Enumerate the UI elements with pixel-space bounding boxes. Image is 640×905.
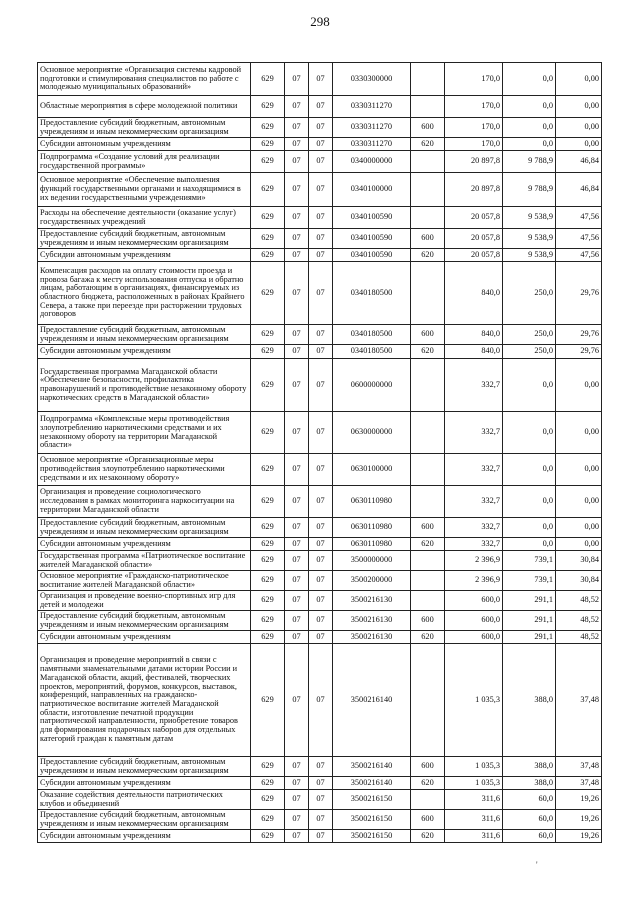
table-row xyxy=(38,790,602,810)
table-row xyxy=(38,359,602,412)
row-rz-cell: 07 xyxy=(285,571,309,591)
row-rz-cell: 07 xyxy=(285,830,309,843)
row-fact-cell: 250,0 xyxy=(503,262,556,325)
row-rz-cell: 07 xyxy=(285,207,309,229)
row-fact-cell: 60,0 xyxy=(503,790,556,810)
row-fact-cell: 250,0 xyxy=(503,345,556,359)
row-rz-cell: 07 xyxy=(285,229,309,249)
row-vr-cell: 620 xyxy=(411,345,445,359)
row-fact-cell: 291,1 xyxy=(503,591,556,611)
row-pct-cell: 29,76 xyxy=(556,325,602,345)
row-pr-cell: 07 xyxy=(309,325,333,345)
row-plan-cell: 1 035,3 xyxy=(445,644,503,757)
row-plan-cell: 20 057,8 xyxy=(445,207,503,229)
row-pr-cell: 07 xyxy=(309,538,333,551)
row-plan-cell: 840,0 xyxy=(445,325,503,345)
row-pr-cell: 07 xyxy=(309,412,333,454)
row-vr-cell: 620 xyxy=(411,777,445,790)
row-fact-cell: 388,0 xyxy=(503,777,556,790)
row-rz-cell: 07 xyxy=(285,63,309,96)
row-csr-cell: 3500216140 xyxy=(333,777,411,790)
row-pr-cell: 07 xyxy=(309,229,333,249)
row-rz-cell: 07 xyxy=(285,138,309,151)
row-pct-cell: 0,00 xyxy=(556,412,602,454)
row-plan-cell: 332,7 xyxy=(445,412,503,454)
row-pr-cell: 07 xyxy=(309,118,333,138)
row-fact-cell: 739,1 xyxy=(503,571,556,591)
table-row xyxy=(38,454,602,486)
row-rz-cell: 07 xyxy=(285,757,309,777)
row-pct-cell: 47,56 xyxy=(556,249,602,262)
row-rz-cell: 07 xyxy=(285,790,309,810)
row-rz-cell: 07 xyxy=(285,325,309,345)
row-fact-cell: 9 788,9 xyxy=(503,173,556,207)
row-gr-cell: 629 xyxy=(251,611,285,631)
row-name-cell: Подпрограмма «Создание условий для реализации государственной программы» xyxy=(38,151,251,173)
row-gr-cell: 629 xyxy=(251,345,285,359)
row-name-cell: Расходы на обеспечение деятельности (оказание услуг) государственных учреждений xyxy=(38,207,251,229)
row-gr-cell: 629 xyxy=(251,118,285,138)
row-pr-cell: 07 xyxy=(309,644,333,757)
row-fact-cell: 0,0 xyxy=(503,412,556,454)
row-name-cell: Подпрограмма «Комплексные меры противодействия злоупотреблению наркотическими средствами и их незаконному обороту на территории Магаданской области» xyxy=(38,412,251,454)
row-name-cell: Основное мероприятие «Обеспечение выполнения функций государственными органами и находящимися в их ведении государственными учреждениями» xyxy=(38,173,251,207)
row-pct-cell: 0,00 xyxy=(556,518,602,538)
table-row xyxy=(38,138,602,151)
row-pct-cell: 0,00 xyxy=(556,359,602,412)
row-csr-cell: 3500216130 xyxy=(333,631,411,644)
row-name-cell: Предоставление субсидий бюджетным, автономным учреждениям и иным некоммерческим организациям xyxy=(38,518,251,538)
row-rz-cell: 07 xyxy=(285,96,309,118)
row-csr-cell: 0340100000 xyxy=(333,173,411,207)
row-csr-cell: 3500200000 xyxy=(333,571,411,591)
row-vr-cell xyxy=(411,454,445,486)
row-pct-cell: 30,84 xyxy=(556,571,602,591)
row-csr-cell: 0600000000 xyxy=(333,359,411,412)
table-row xyxy=(38,96,602,118)
row-plan-cell: 311,6 xyxy=(445,830,503,843)
row-gr-cell: 629 xyxy=(251,359,285,412)
row-gr-cell: 629 xyxy=(251,777,285,790)
row-csr-cell: 0340100590 xyxy=(333,229,411,249)
row-gr-cell: 629 xyxy=(251,644,285,757)
row-pr-cell: 07 xyxy=(309,454,333,486)
row-name-cell: Компенсация расходов на оплату стоимости проезда и провоза багажа к месту использования отпуска и обратно лицам, работающим в организациях, финансируемых из областного бюджета, расположенных в районах Крайнего Севера, а также при переезде при расторжении трудовых договоров xyxy=(38,262,251,325)
table-row xyxy=(38,830,602,843)
row-csr-cell: 3500216150 xyxy=(333,790,411,810)
row-pr-cell: 07 xyxy=(309,173,333,207)
row-csr-cell: 3500000000 xyxy=(333,551,411,571)
table-row xyxy=(38,262,602,325)
row-name-cell: Организация и проведение социологического исследования в рамках мониторинга наркоситуации на территории Магаданской области xyxy=(38,486,251,518)
table-row xyxy=(38,229,602,249)
row-name-cell: Предоставление субсидий бюджетным, автономным учреждениям и иным некоммерческим организациям xyxy=(38,757,251,777)
row-name-cell: Субсидии автономным учреждениям xyxy=(38,777,251,790)
row-rz-cell: 07 xyxy=(285,644,309,757)
row-plan-cell: 332,7 xyxy=(445,538,503,551)
row-fact-cell: 9 788,9 xyxy=(503,151,556,173)
row-vr-cell: 600 xyxy=(411,810,445,830)
row-plan-cell: 20 057,8 xyxy=(445,229,503,249)
row-csr-cell: 0630110980 xyxy=(333,538,411,551)
row-pct-cell: 30,84 xyxy=(556,551,602,571)
row-pct-cell: 19,26 xyxy=(556,810,602,830)
row-vr-cell: 620 xyxy=(411,249,445,262)
row-gr-cell: 629 xyxy=(251,63,285,96)
table-row xyxy=(38,207,602,229)
row-csr-cell: 0340180500 xyxy=(333,345,411,359)
row-name-cell: Предоставление субсидий бюджетным, автономным учреждениям и иным некоммерческим организациям xyxy=(38,325,251,345)
row-gr-cell: 629 xyxy=(251,412,285,454)
row-gr-cell: 629 xyxy=(251,96,285,118)
row-fact-cell: 60,0 xyxy=(503,830,556,843)
table-row xyxy=(38,757,602,777)
row-name-cell: Субсидии автономным учреждениям xyxy=(38,830,251,843)
row-name-cell: Субсидии автономным учреждениям xyxy=(38,538,251,551)
row-gr-cell: 629 xyxy=(251,757,285,777)
row-vr-cell: 600 xyxy=(411,118,445,138)
row-rz-cell: 07 xyxy=(285,118,309,138)
row-rz-cell: 07 xyxy=(285,486,309,518)
row-pr-cell: 07 xyxy=(309,207,333,229)
row-vr-cell xyxy=(411,486,445,518)
row-fact-cell: 739,1 xyxy=(503,551,556,571)
row-plan-cell: 332,7 xyxy=(445,359,503,412)
row-pr-cell: 07 xyxy=(309,359,333,412)
row-gr-cell: 629 xyxy=(251,262,285,325)
row-vr-cell: 600 xyxy=(411,325,445,345)
row-csr-cell: 3500216130 xyxy=(333,611,411,631)
table-row xyxy=(38,249,602,262)
row-name-cell: Субсидии автономным учреждениям xyxy=(38,345,251,359)
row-rz-cell: 07 xyxy=(285,591,309,611)
row-pct-cell: 0,00 xyxy=(556,63,602,96)
table-row xyxy=(38,644,602,757)
row-pr-cell: 07 xyxy=(309,151,333,173)
row-gr-cell: 629 xyxy=(251,571,285,591)
row-plan-cell: 311,6 xyxy=(445,790,503,810)
row-pr-cell: 07 xyxy=(309,777,333,790)
row-plan-cell: 332,7 xyxy=(445,486,503,518)
row-pct-cell: 37,48 xyxy=(556,757,602,777)
row-rz-cell: 07 xyxy=(285,631,309,644)
row-fact-cell: 291,1 xyxy=(503,631,556,644)
row-vr-cell: 620 xyxy=(411,138,445,151)
row-vr-cell xyxy=(411,591,445,611)
table-row xyxy=(38,611,602,631)
row-plan-cell: 600,0 xyxy=(445,631,503,644)
row-csr-cell: 0330311270 xyxy=(333,96,411,118)
row-rz-cell: 07 xyxy=(285,777,309,790)
row-pr-cell: 07 xyxy=(309,63,333,96)
row-pr-cell: 07 xyxy=(309,790,333,810)
row-fact-cell: 250,0 xyxy=(503,325,556,345)
row-gr-cell: 629 xyxy=(251,518,285,538)
row-vr-cell: 620 xyxy=(411,631,445,644)
row-plan-cell: 840,0 xyxy=(445,345,503,359)
row-name-cell: Предоставление субсидий бюджетным, автономным учреждениям и иным некоммерческим организациям xyxy=(38,229,251,249)
row-fact-cell: 388,0 xyxy=(503,757,556,777)
row-pct-cell: 0,00 xyxy=(556,138,602,151)
table-row xyxy=(38,63,602,96)
row-gr-cell: 629 xyxy=(251,810,285,830)
row-gr-cell: 629 xyxy=(251,151,285,173)
row-name-cell: Организация и проведение мероприятий в связи с памятными знаменательными датами истории России и Магаданской области, акций, фестивалей, творческих проектов, мероприятий, форумов, конкурсов, выставок, конференций, направленных на гражданско-патриотическое воспитание жителей Магаданской области, изготовление печатной продукции патриотической направленности, приобретение товаров для формирования подарочных наборов для отдельных категорий граждан к памятным датам xyxy=(38,644,251,757)
table-row xyxy=(38,571,602,591)
row-rz-cell: 07 xyxy=(285,551,309,571)
row-csr-cell: 3500216150 xyxy=(333,810,411,830)
row-pct-cell: 48,52 xyxy=(556,611,602,631)
table-row xyxy=(38,810,602,830)
row-pr-cell: 07 xyxy=(309,757,333,777)
row-name-cell: Субсидии автономным учреждениям xyxy=(38,138,251,151)
row-rz-cell: 07 xyxy=(285,412,309,454)
row-pr-cell: 07 xyxy=(309,138,333,151)
row-gr-cell: 629 xyxy=(251,229,285,249)
row-pct-cell: 48,52 xyxy=(556,631,602,644)
row-plan-cell: 311,6 xyxy=(445,810,503,830)
row-pct-cell: 37,48 xyxy=(556,644,602,757)
scan-mark: ' xyxy=(536,860,538,870)
table-row xyxy=(38,518,602,538)
row-pct-cell: 47,56 xyxy=(556,229,602,249)
row-rz-cell: 07 xyxy=(285,173,309,207)
row-fact-cell: 60,0 xyxy=(503,810,556,830)
row-csr-cell: 0340180500 xyxy=(333,262,411,325)
row-csr-cell: 0340180500 xyxy=(333,325,411,345)
row-vr-cell xyxy=(411,644,445,757)
row-vr-cell xyxy=(411,173,445,207)
row-fact-cell: 9 538,9 xyxy=(503,229,556,249)
row-plan-cell: 170,0 xyxy=(445,138,503,151)
row-fact-cell: 0,0 xyxy=(503,63,556,96)
row-plan-cell: 20 897,8 xyxy=(445,151,503,173)
row-pct-cell: 46,84 xyxy=(556,173,602,207)
row-pr-cell: 07 xyxy=(309,249,333,262)
row-name-cell: Областные мероприятия в сфере молодежной политики xyxy=(38,96,251,118)
row-vr-cell: 600 xyxy=(411,229,445,249)
row-vr-cell xyxy=(411,63,445,96)
table-row xyxy=(38,345,602,359)
row-plan-cell: 170,0 xyxy=(445,63,503,96)
row-pr-cell: 07 xyxy=(309,518,333,538)
row-csr-cell: 0340100590 xyxy=(333,249,411,262)
row-name-cell: Предоставление субсидий бюджетным, автономным учреждениям и иным некоммерческим организациям xyxy=(38,118,251,138)
row-fact-cell: 0,0 xyxy=(503,454,556,486)
row-rz-cell: 07 xyxy=(285,151,309,173)
row-rz-cell: 07 xyxy=(285,518,309,538)
row-pr-cell: 07 xyxy=(309,345,333,359)
budget-table xyxy=(37,62,602,843)
table-body xyxy=(38,63,602,843)
table-row xyxy=(38,551,602,571)
row-name-cell: Субсидии автономным учреждениям xyxy=(38,631,251,644)
row-csr-cell: 0630110980 xyxy=(333,518,411,538)
row-vr-cell: 600 xyxy=(411,611,445,631)
row-pr-cell: 07 xyxy=(309,486,333,518)
row-gr-cell: 629 xyxy=(251,138,285,151)
row-name-cell: Государственная программа Магаданской области «Обеспечение безопасности, профилактика правонарушений и противодействие незаконному обороту наркотических средств в Магаданской области» xyxy=(38,359,251,412)
row-pr-cell: 07 xyxy=(309,810,333,830)
row-csr-cell: 0630110980 xyxy=(333,486,411,518)
row-gr-cell: 629 xyxy=(251,454,285,486)
row-vr-cell xyxy=(411,151,445,173)
table-row xyxy=(38,151,602,173)
row-vr-cell xyxy=(411,359,445,412)
row-rz-cell: 07 xyxy=(285,249,309,262)
row-pr-cell: 07 xyxy=(309,830,333,843)
row-gr-cell: 629 xyxy=(251,207,285,229)
row-vr-cell: 620 xyxy=(411,538,445,551)
row-fact-cell: 0,0 xyxy=(503,138,556,151)
row-pr-cell: 07 xyxy=(309,631,333,644)
row-pct-cell: 0,00 xyxy=(556,454,602,486)
row-pr-cell: 07 xyxy=(309,551,333,571)
row-rz-cell: 07 xyxy=(285,611,309,631)
row-gr-cell: 629 xyxy=(251,631,285,644)
table-row xyxy=(38,325,602,345)
row-plan-cell: 20 897,8 xyxy=(445,173,503,207)
row-pct-cell: 0,00 xyxy=(556,538,602,551)
row-name-cell: Оказание содействия деятельности патриотических клубов и объединений xyxy=(38,790,251,810)
row-pct-cell: 19,26 xyxy=(556,830,602,843)
table-row xyxy=(38,118,602,138)
row-pct-cell: 47,56 xyxy=(556,207,602,229)
row-plan-cell: 1 035,3 xyxy=(445,757,503,777)
row-csr-cell: 0630000000 xyxy=(333,412,411,454)
row-plan-cell: 1 035,3 xyxy=(445,777,503,790)
row-csr-cell: 3500216140 xyxy=(333,644,411,757)
row-gr-cell: 629 xyxy=(251,249,285,262)
row-gr-cell: 629 xyxy=(251,830,285,843)
row-gr-cell: 629 xyxy=(251,325,285,345)
row-fact-cell: 0,0 xyxy=(503,359,556,412)
row-plan-cell: 332,7 xyxy=(445,454,503,486)
table-row xyxy=(38,777,602,790)
table-row xyxy=(38,173,602,207)
row-plan-cell: 20 057,8 xyxy=(445,249,503,262)
row-fact-cell: 9 538,9 xyxy=(503,207,556,229)
row-pct-cell: 0,00 xyxy=(556,486,602,518)
row-rz-cell: 07 xyxy=(285,538,309,551)
row-vr-cell xyxy=(411,412,445,454)
row-vr-cell xyxy=(411,207,445,229)
row-plan-cell: 170,0 xyxy=(445,96,503,118)
row-rz-cell: 07 xyxy=(285,262,309,325)
row-pct-cell: 29,76 xyxy=(556,345,602,359)
row-plan-cell: 332,7 xyxy=(445,518,503,538)
table-row xyxy=(38,591,602,611)
row-fact-cell: 0,0 xyxy=(503,486,556,518)
row-fact-cell: 388,0 xyxy=(503,644,556,757)
row-pct-cell: 29,76 xyxy=(556,262,602,325)
row-gr-cell: 629 xyxy=(251,591,285,611)
row-plan-cell: 170,0 xyxy=(445,118,503,138)
row-rz-cell: 07 xyxy=(285,810,309,830)
row-name-cell: Основное мероприятие «Организационные меры противодействия злоупотреблению наркотическими средствами и их незаконному обороту» xyxy=(38,454,251,486)
row-vr-cell: 600 xyxy=(411,518,445,538)
row-rz-cell: 07 xyxy=(285,454,309,486)
row-name-cell: Субсидии автономным учреждениям xyxy=(38,249,251,262)
row-plan-cell: 2 396,9 xyxy=(445,551,503,571)
row-csr-cell: 0330311270 xyxy=(333,138,411,151)
row-csr-cell: 0340100590 xyxy=(333,207,411,229)
page-number: 298 xyxy=(310,14,330,29)
row-csr-cell: 0330311270 xyxy=(333,118,411,138)
row-gr-cell: 629 xyxy=(251,173,285,207)
row-rz-cell: 07 xyxy=(285,345,309,359)
table-row xyxy=(38,486,602,518)
row-csr-cell: 3500216150 xyxy=(333,830,411,843)
row-pr-cell: 07 xyxy=(309,611,333,631)
row-vr-cell: 600 xyxy=(411,757,445,777)
row-pct-cell: 0,00 xyxy=(556,118,602,138)
row-fact-cell: 9 538,9 xyxy=(503,249,556,262)
row-csr-cell: 0340000000 xyxy=(333,151,411,173)
row-csr-cell: 0630100000 xyxy=(333,454,411,486)
row-pr-cell: 07 xyxy=(309,571,333,591)
row-rz-cell: 07 xyxy=(285,359,309,412)
row-fact-cell: 0,0 xyxy=(503,538,556,551)
row-fact-cell: 0,0 xyxy=(503,118,556,138)
row-name-cell: Основное мероприятие «Гражданско-патриотическое воспитание жителей Магаданской области» xyxy=(38,571,251,591)
row-plan-cell: 600,0 xyxy=(445,591,503,611)
table-row xyxy=(38,412,602,454)
table-row xyxy=(38,538,602,551)
row-plan-cell: 2 396,9 xyxy=(445,571,503,591)
row-csr-cell: 3500216140 xyxy=(333,757,411,777)
row-csr-cell: 0330300000 xyxy=(333,63,411,96)
row-pr-cell: 07 xyxy=(309,591,333,611)
row-name-cell: Предоставление субсидий бюджетным, автономным учреждениям и иным некоммерческим организациям xyxy=(38,611,251,631)
row-fact-cell: 0,0 xyxy=(503,96,556,118)
row-gr-cell: 629 xyxy=(251,486,285,518)
row-vr-cell xyxy=(411,571,445,591)
row-vr-cell xyxy=(411,262,445,325)
row-gr-cell: 629 xyxy=(251,551,285,571)
row-name-cell: Государственная программа «Патриотическое воспитание жителей Магаданской области» xyxy=(38,551,251,571)
row-name-cell: Предоставление субсидий бюджетным, автономным учреждениям и иным некоммерческим организациям xyxy=(38,810,251,830)
row-fact-cell: 291,1 xyxy=(503,611,556,631)
row-pr-cell: 07 xyxy=(309,262,333,325)
row-plan-cell: 840,0 xyxy=(445,262,503,325)
row-name-cell: Организация и проведение военно-спортивных игр для детей и молодежи xyxy=(38,591,251,611)
row-name-cell: Основное мероприятие «Организация системы кадровой подготовки и стимулирования специалистов по работе с молодежью муниципальных образований» xyxy=(38,63,251,96)
row-plan-cell: 600,0 xyxy=(445,611,503,631)
row-pr-cell: 07 xyxy=(309,96,333,118)
row-gr-cell: 629 xyxy=(251,538,285,551)
row-vr-cell xyxy=(411,790,445,810)
row-pct-cell: 48,52 xyxy=(556,591,602,611)
row-fact-cell: 0,0 xyxy=(503,518,556,538)
row-csr-cell: 3500216130 xyxy=(333,591,411,611)
table-row xyxy=(38,631,602,644)
row-vr-cell xyxy=(411,96,445,118)
row-vr-cell: 620 xyxy=(411,830,445,843)
row-pct-cell: 46,84 xyxy=(556,151,602,173)
row-pct-cell: 0,00 xyxy=(556,96,602,118)
row-pct-cell: 19,26 xyxy=(556,790,602,810)
row-pct-cell: 37,48 xyxy=(556,777,602,790)
row-gr-cell: 629 xyxy=(251,790,285,810)
row-vr-cell xyxy=(411,551,445,571)
